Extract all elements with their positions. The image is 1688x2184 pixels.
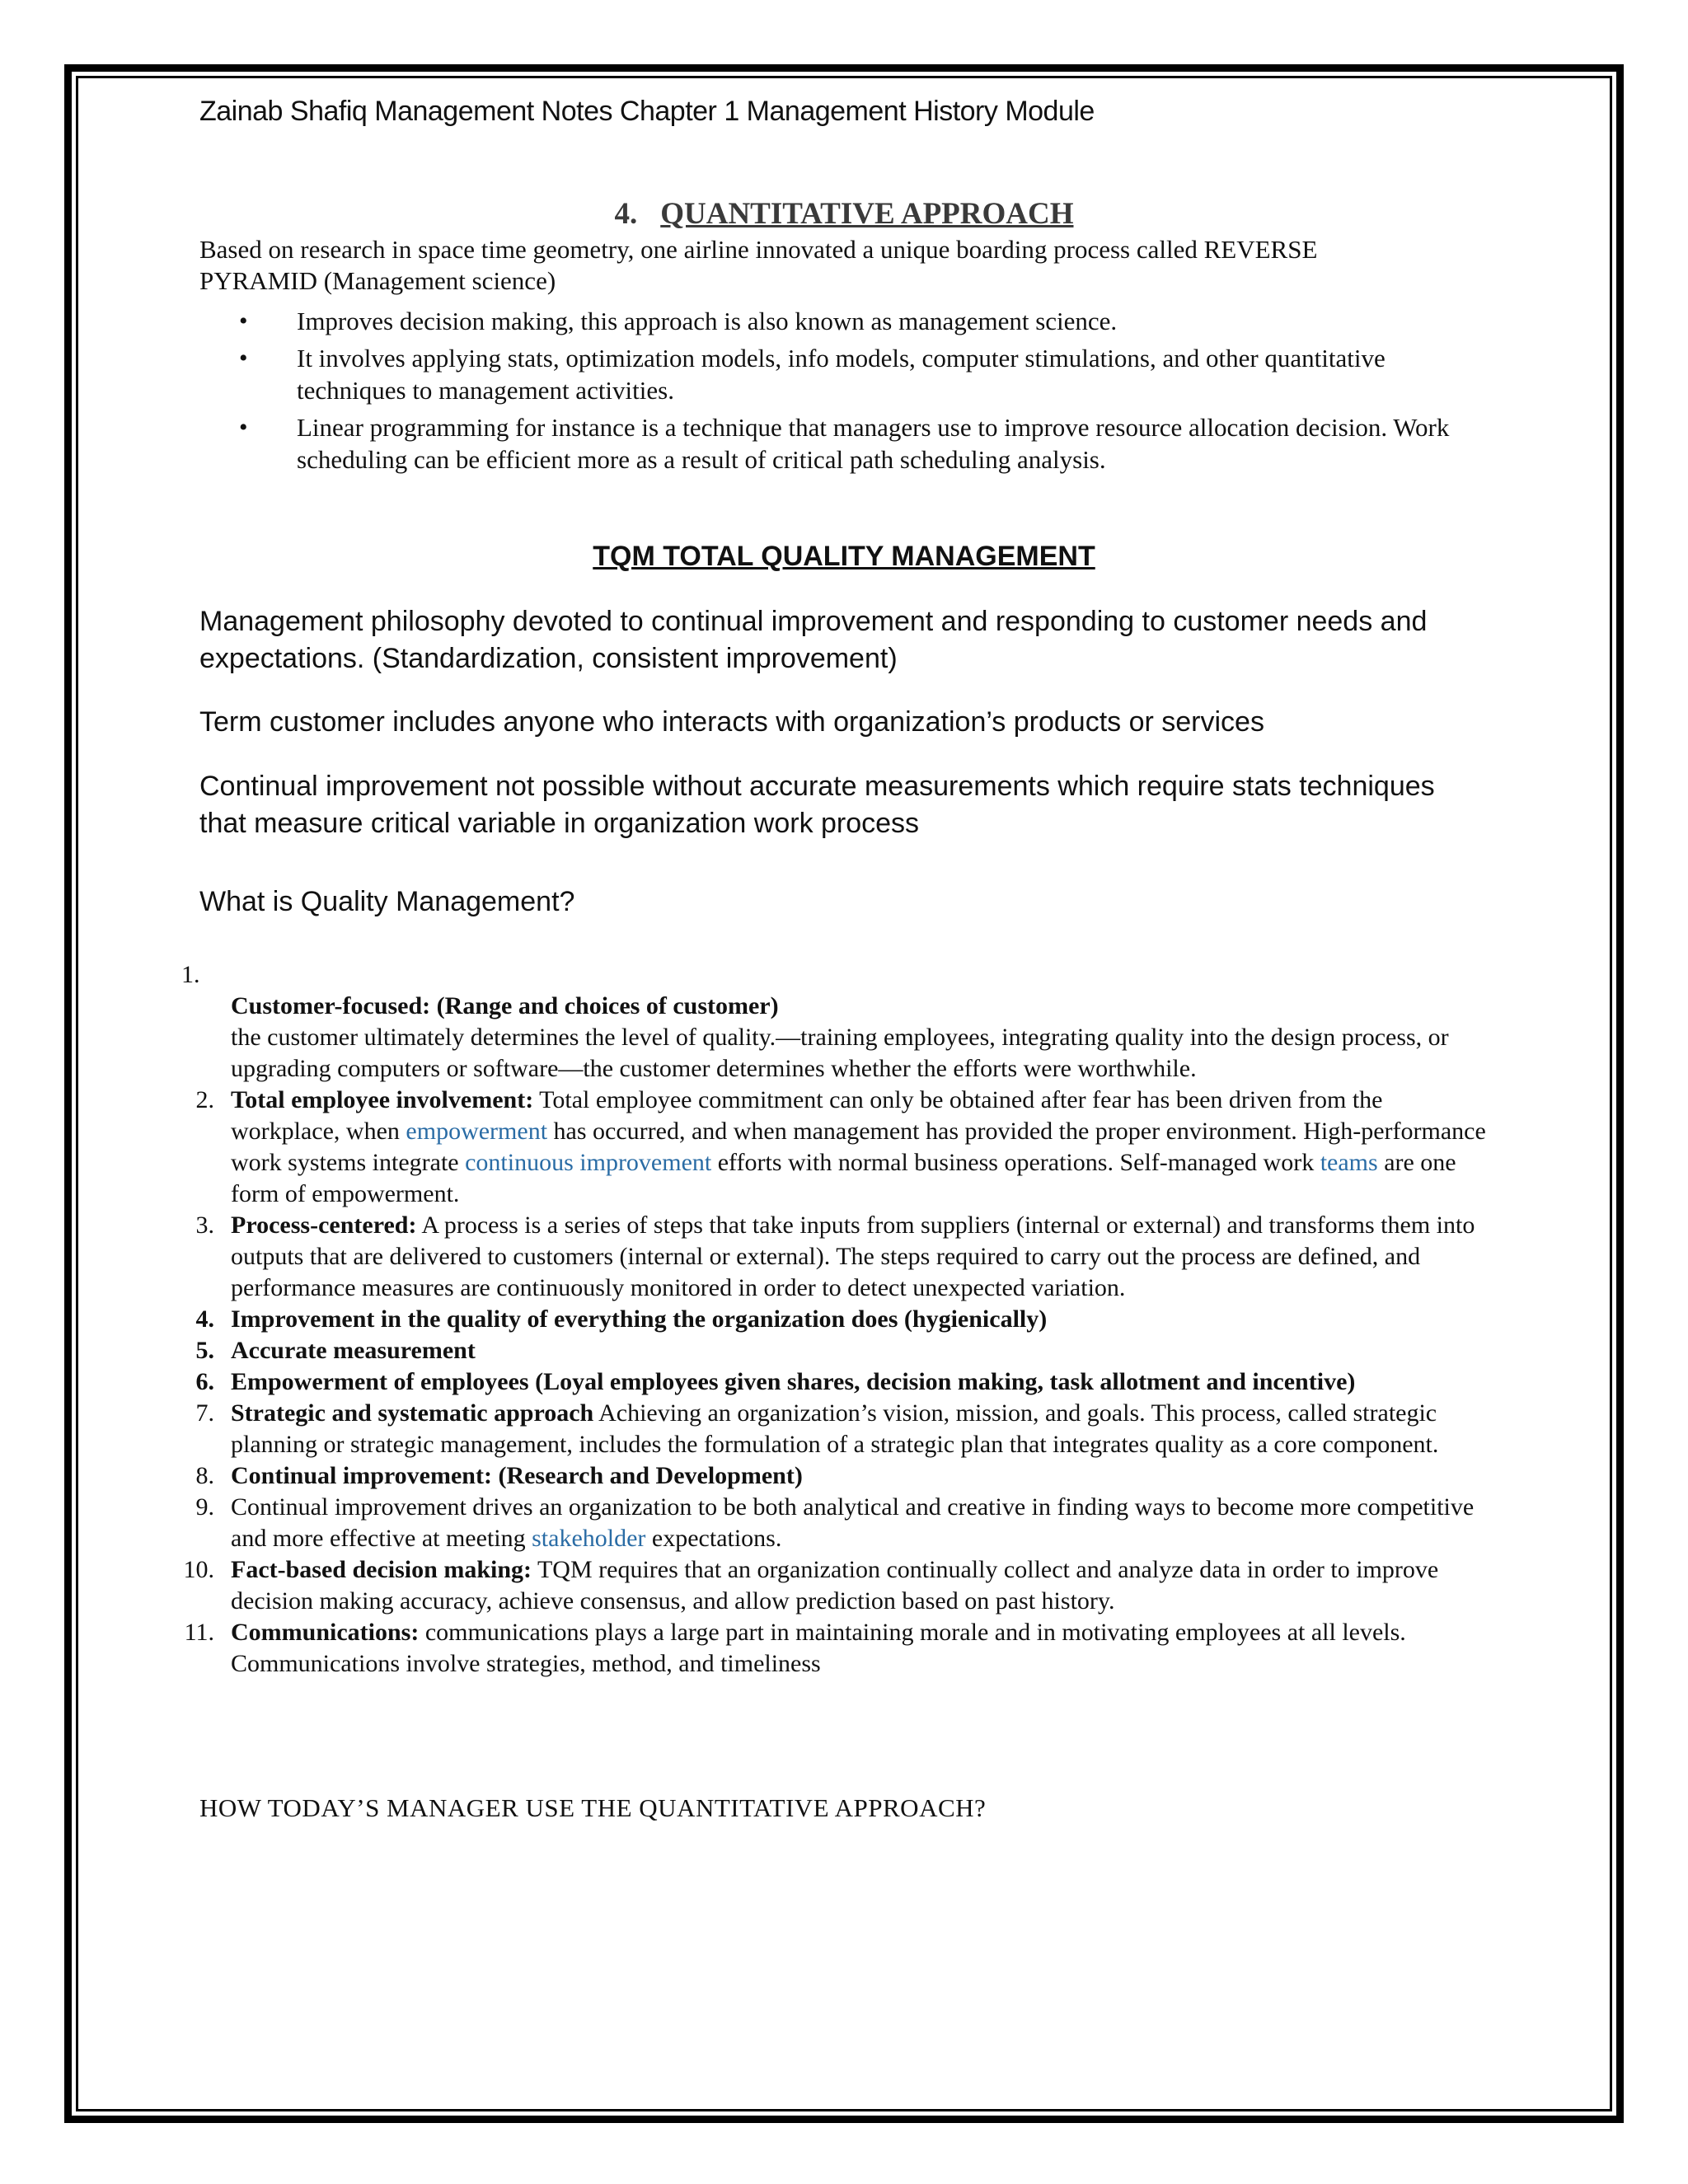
intro-line-2: PYRAMID (Management science) xyxy=(199,266,556,295)
bullet-item: • Linear programming for instance is a technique that managers use to improve resource allocation decision. Work scheduling can be efficient more as a result of critical path scheduling analysis. xyxy=(239,411,1492,476)
list-item-text: TQM requires that an organization continually collect and analyze data in order to improve decision making accuracy, achieve consensus, and allow prediction based on past history. xyxy=(231,1556,1439,1615)
list-item-text: Continual improvement drives an organization to be both analytical and creative in finding ways to become more competitive and more effective at meeting xyxy=(231,1493,1475,1552)
section-heading xyxy=(0,196,1688,232)
teams-link[interactable]: teams xyxy=(1320,1149,1378,1176)
list-number: 1. xyxy=(181,961,200,988)
list-item-title: Process-centered: xyxy=(231,1212,417,1239)
list-item-title: Strategic and systematic approach xyxy=(231,1399,594,1427)
list-item-title: Accurate measurement xyxy=(231,1337,476,1364)
list-item-text: efforts with normal business operations. Self-managed work xyxy=(711,1149,1320,1176)
list-item-title: Communications: xyxy=(231,1619,420,1646)
list-item-title: Empowerment of employees (Loyal employees given shares, decision making, task allotment and incentive) xyxy=(231,1368,1356,1395)
list-item xyxy=(165,1460,1492,1492)
list-item xyxy=(165,1366,1492,1398)
list-item-title: Customer-focused: (Range and choices of customer) xyxy=(231,992,779,1019)
quantitative-bullet-list xyxy=(239,305,1492,480)
list-item xyxy=(165,1304,1492,1335)
list-item xyxy=(165,1335,1492,1366)
bullet-item: • It involves applying stats, optimization models, info models, computer stimulations, and other quantitative techniques to management activities. xyxy=(239,342,1492,406)
list-item xyxy=(165,1554,1492,1617)
list-item xyxy=(165,1492,1492,1554)
list-number: 7. xyxy=(195,1399,214,1427)
list-item xyxy=(165,1617,1492,1680)
closing-question: HOW TODAY’S MANAGER USE THE QUANTITATIVE APPROACH? xyxy=(199,1793,987,1822)
quality-management-list xyxy=(165,959,1492,1680)
list-item-title: Improvement in the quality of everything the organization does (hygienically) xyxy=(231,1305,1048,1333)
list-number: 5. xyxy=(195,1337,214,1364)
list-number: 6. xyxy=(195,1368,214,1395)
list-item-title: Continual improvement: (Research and Development) xyxy=(231,1462,803,1489)
list-number: 4. xyxy=(195,1305,214,1333)
list-number: 11. xyxy=(184,1619,214,1646)
intro-line-1: Based on research in space time geometry, one airline innovated a unique boarding process called REVERSE xyxy=(199,235,1318,264)
list-number: 3. xyxy=(195,1212,214,1239)
continuous-improvement-link[interactable]: continuous improvement xyxy=(465,1149,712,1176)
list-item xyxy=(165,1085,1492,1210)
document-header: Zainab Shafiq Management Notes Chapter 1 Management History Module xyxy=(199,96,1095,127)
list-item-text: Total employee commitment can only be obtained after fear has been driven from the workplace, when xyxy=(231,1086,1383,1145)
list-item-title: Total employee involvement: xyxy=(231,1086,534,1113)
list-item-text: are one form of empowerment. xyxy=(231,1149,1456,1207)
bullet-item: • Improves decision making, this approach is also known as management science. xyxy=(239,305,1492,337)
list-item xyxy=(165,959,1492,1085)
list-item xyxy=(165,1398,1492,1460)
stakeholder-link[interactable]: stakeholder xyxy=(532,1525,646,1552)
list-item-text: communications plays a large part in maintaining morale and in motivating employees at all levels. Communications involve strategies, method, and timeliness xyxy=(231,1619,1406,1677)
tqm-paragraph-2: Term customer includes anyone who interacts with organization’s products or services xyxy=(199,706,1264,738)
list-number: 2. xyxy=(195,1086,214,1113)
list-number: 10. xyxy=(183,1556,214,1583)
list-item-text: A process is a series of steps that take inputs from suppliers (internal or external) and transforms them into outputs that are delivered to customers (internal or external). The steps required to carry out the process are defined, and performance measures are continuously monitored in order to detect unexpected variation. xyxy=(231,1212,1475,1301)
tqm-paragraph-3: Continual improvement not possible without accurate measurements which require stats techniques that measure critical variable in organization work process xyxy=(199,771,1435,839)
section-number: 4. xyxy=(614,197,638,231)
list-item xyxy=(165,1210,1492,1304)
list-item-text: the customer ultimately determines the level of quality.—training employees, integrating quality into the design process, or upgrading computers or software—the customer determines whether the efforts were worthwhile. xyxy=(231,1024,1449,1082)
section-title: QUANTITATIVE APPROACH xyxy=(660,197,1074,231)
list-item-text: has occurred, and when management has provided the proper environment. High-performance work systems integrate xyxy=(231,1118,1486,1176)
list-item-title: Fact-based decision making: xyxy=(231,1556,532,1583)
list-number: 9. xyxy=(195,1493,214,1521)
empowerment-link[interactable]: empowerment xyxy=(406,1118,548,1145)
tqm-paragraph-1: Management philosophy devoted to continual improvement and responding to customer needs and expectations. (Standardization, consistent improvement) xyxy=(199,606,1428,674)
list-number: 8. xyxy=(195,1462,214,1489)
tqm-question: What is Quality Management? xyxy=(199,886,575,917)
list-item-text: Achieving an organization’s vision, mission, and goals. This process, called strategic planning or strategic management, includes the formulation of a strategic plan that integrates quality as a core component. xyxy=(231,1399,1439,1458)
list-item-text: expectations. xyxy=(645,1525,782,1552)
tqm-heading: TQM TOTAL QUALITY MANAGEMENT xyxy=(593,541,1095,572)
